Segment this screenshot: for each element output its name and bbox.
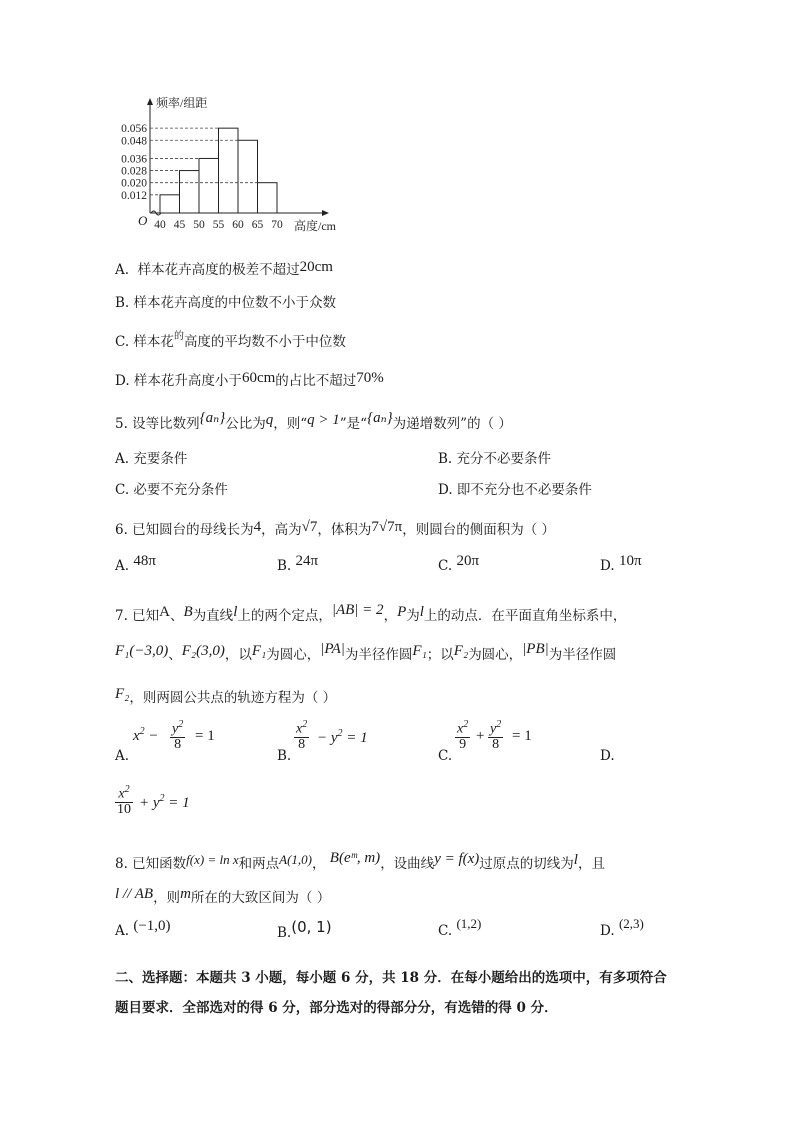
histogram-bar — [199, 158, 219, 213]
q6-option-a: A. 48π — [115, 553, 156, 574]
histogram-bar — [180, 171, 200, 213]
frequency-histogram — [110, 95, 350, 235]
y-axis-arrow — [147, 98, 153, 105]
x-tick-label: 40 — [154, 219, 166, 231]
q4-option-c: C. 样本花$^的$高度的平均数不小于中位数 — [115, 331, 346, 350]
histogram-bar — [258, 183, 278, 213]
q4-option-a: A. 样本花卉高度的极差不超过20cm — [115, 259, 333, 278]
q8-option-a: A. (−1,0) — [115, 918, 171, 939]
q8-option-c: C. (1,2) — [438, 916, 482, 939]
y-tick-label: 0.048 — [121, 135, 147, 148]
q5-stem: 5. 设等比数列{aₙ}公比为q，则“q > 1”是“{aₙ}为递增数列”的（ ） — [115, 410, 512, 432]
x-axis-label: 高度/cm — [294, 219, 336, 233]
histogram-bar — [219, 128, 239, 213]
q8-option-b: B.(0, 1) — [277, 918, 332, 941]
origin-label: O — [138, 213, 148, 228]
q6-option-c: C. 20π — [438, 553, 480, 574]
q8-stem-line1: 8. 已知函数f(x) = ln x和两点A(1,0)， B(eᵐ, m)，设曲线y = f(x)过原点的切线为l，且 — [115, 850, 605, 872]
q8-stem-line2: l // AB，则m所在的大致区间为（ ） — [115, 886, 331, 906]
y-tick-label: 0.036 — [121, 153, 147, 166]
x-tick-label: 65 — [251, 219, 264, 231]
q7-option-d-label: D. — [600, 748, 615, 764]
q6-option-d: D. 10π — [600, 553, 642, 574]
q6-stem: 6. 已知圆台的母线长为4，高为√7，体积为7√7π，则圆台的侧面积为（ ） — [115, 519, 556, 538]
x-tick-label: 60 — [232, 219, 244, 231]
y-tick-label: 0.056 — [121, 123, 147, 136]
y-tick-label: 0.020 — [121, 177, 147, 190]
q8-option-d: D. (2,3) — [600, 916, 644, 939]
y-tick-label: 0.012 — [121, 189, 147, 202]
section2-heading-line1: 二、选择题：本题共 3 小题，每小题 6 分，共 18 分．在每小题给出的选项中，有多项符合 — [115, 970, 667, 986]
q4-option-d: D. 样本花升高度小于60cm的占比不超过70% — [115, 370, 384, 389]
histogram-bar — [160, 195, 180, 213]
y-tick-label: 0.028 — [121, 165, 147, 178]
q7-stem-line3: F₂，则两圆公共点的轨迹方程为（ ） — [115, 686, 337, 706]
q5-option-a: A. 充要条件 — [115, 451, 188, 467]
x-tick-label: 50 — [193, 219, 205, 231]
q6-option-b: B. 24π — [277, 553, 319, 574]
q7-stem-line1: 7. 已知A、B为直线l上的两个定点，|AB| = 2，P为l上的动点．在平面直角坐标系中， — [115, 602, 627, 624]
x-tick-label: 55 — [212, 219, 225, 231]
q5-option-b: B. 充分不必要条件 — [438, 451, 552, 467]
x-axis-arrow — [322, 210, 329, 216]
q5-option-c: C. 必要不充分条件 — [115, 482, 228, 498]
q5-option-d: D. 即不充分也不必要条件 — [438, 482, 592, 498]
x-tick-label: 45 — [173, 219, 186, 231]
histogram-bar — [238, 140, 258, 213]
section2-heading-line2: 题目要求．全部选对的得 6 分，部分选对的得部分分，有选错的得 0 分． — [115, 1000, 558, 1016]
q7-stem-line2: F₁(−3,0)、F₂(3,0)，以F₁为圆心，|PA|为半径作圆F₁；以F₂为圆心，|PB|为半径作圆 — [115, 641, 617, 663]
q4-option-b: B. 样本花卉高度的中位数不小于众数 — [115, 295, 337, 311]
y-axis-label: 频率/组距 — [156, 96, 208, 110]
x-tick-label: 70 — [271, 219, 283, 231]
